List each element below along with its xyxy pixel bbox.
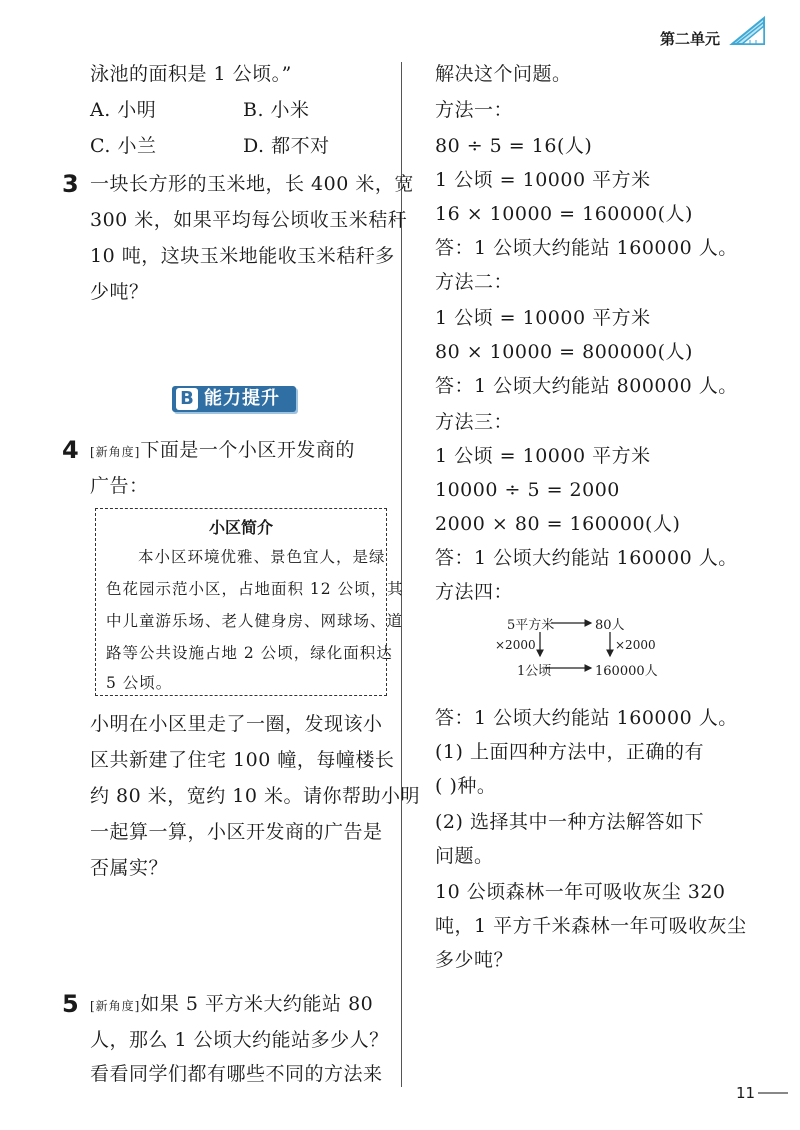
diagram-top-left: 5平方米 [507, 618, 555, 633]
right-line: 答：1 公顷大约能站 800000 人。 [435, 375, 738, 397]
method-2-heading: 方法二： [435, 271, 514, 293]
right-line: 吨，1 平方千米森林一年可吸收灰尘 [435, 915, 747, 937]
right-line: 1 公顷 = 10000 平方米 [435, 307, 651, 329]
diagram-bottom-right: 160000人 [595, 664, 658, 679]
right-line: 2000 × 80 = 160000(人) [435, 513, 681, 535]
question-number-3: 3 [62, 170, 79, 198]
option-b: B. 小米 [243, 99, 310, 121]
right-line: 问题。 [435, 845, 494, 867]
q4-after-line-1: 小明在小区里走了一圈，发现该小 [90, 713, 383, 735]
right-line: 答：1 公顷大约能站 160000 人。 [435, 707, 738, 729]
right-line: 16 × 10000 = 160000(人) [435, 203, 693, 225]
right-line: 1 公顷 = 10000 平方米 [435, 445, 651, 467]
ruler-triangle-icon [728, 14, 768, 48]
right-line: 1 公顷 = 10000 平方米 [435, 169, 651, 191]
right-line: 答：1 公顷大约能站 160000 人。 [435, 237, 738, 259]
question-number-4: 4 [62, 436, 79, 464]
option-c: C. 小兰 [90, 135, 157, 157]
method-4-diagram [495, 612, 695, 684]
advertisement-box [95, 508, 404, 696]
q5-line-3: 看看同学们都有哪些不同的方法来 [90, 1063, 383, 1085]
method-1-heading: 方法一： [435, 99, 514, 121]
right-line: 答：1 公顷大约能站 160000 人。 [435, 547, 738, 569]
previous-question-tail: 泳池的面积是 1 公顷。” [90, 63, 292, 85]
q5-line-1: [新角度]如果 5 平方米大约能站 80 [90, 993, 374, 1015]
subquestion-1-blank: ( )种。 [435, 775, 497, 797]
q4-after-line-5: 否属实？ [90, 857, 169, 879]
unit-title: 第二单元 [660, 30, 721, 48]
diagram-top-right: 80人 [595, 618, 625, 633]
q4-after-line-3: 约 80 米，宽约 10 米。请你帮助小明 [90, 785, 421, 807]
method-4-heading: 方法四： [435, 581, 514, 603]
right-line: 10 公顷森林一年可吸收灰尘 320 [435, 881, 726, 903]
q4-after-line-4: 一起算一算，小区开发商的广告是 [90, 821, 383, 843]
subquestion-2: (2) 选择其中一种方法解答如下 [435, 811, 704, 833]
ad-line: 5 公顷。 [106, 674, 173, 692]
page-number-decoration [758, 1092, 788, 1094]
q3-line-1: 一块长方形的玉米地，长 400 米，宽 [90, 173, 414, 195]
ad-line: 色花园示范小区，占地面积 12 公顷，其 [106, 580, 404, 598]
right-line: 80 ÷ 5 = 16(人) [435, 135, 593, 157]
question-number-5: 5 [62, 990, 79, 1018]
method-3-heading: 方法三： [435, 411, 514, 433]
subquestion-1: (1) 上面四种方法中，正确的有 [435, 741, 704, 763]
right-line: 解决这个问题。 [435, 63, 572, 85]
diagram-mul-left: ×2000 [495, 638, 536, 652]
page-number: 11 [736, 1084, 756, 1102]
ad-line: 路等公共设施占地 2 公顷，绿化面积达 [106, 644, 393, 662]
right-line: 10000 ÷ 5 = 2000 [435, 479, 620, 501]
ad-line: 本小区环境优雅、景色宜人，是绿 [138, 548, 386, 566]
section-letter: B [176, 388, 198, 410]
q3-line-4: 少吨？ [90, 281, 149, 303]
q4-tag: [新角度] [90, 445, 141, 459]
q5-line-2: 人，那么 1 公顷大约能站多少人？ [90, 1029, 389, 1051]
option-d: D. 都不对 [243, 135, 330, 157]
q5-tag: [新角度] [90, 999, 141, 1013]
right-line: 多少吨？ [435, 949, 514, 971]
q3-line-2: 300 米，如果平均每公顷收玉米秸秆 [90, 209, 408, 231]
ad-title: 小区简介 [208, 518, 273, 537]
q3-line-3: 10 吨，这块玉米地能收玉米秸秆多 [90, 245, 395, 267]
ad-line: 中儿童游乐场、老人健身房、网球场、道 [106, 612, 404, 630]
section-title: 能力提升 [204, 388, 280, 409]
option-a: A. 小明 [90, 99, 157, 121]
section-badge [172, 386, 296, 412]
q4-after-line-2: 区共新建了住宅 100 幢，每幢楼长 [90, 749, 395, 771]
right-line: 80 × 10000 = 800000(人) [435, 341, 693, 363]
q4-line-2: 广告： [90, 475, 149, 497]
diagram-mul-right: ×2000 [615, 638, 656, 652]
diagram-bottom-left: 1公顷 [517, 664, 552, 679]
q4-line-1: [新角度]下面是一个小区开发商的 [90, 439, 355, 461]
